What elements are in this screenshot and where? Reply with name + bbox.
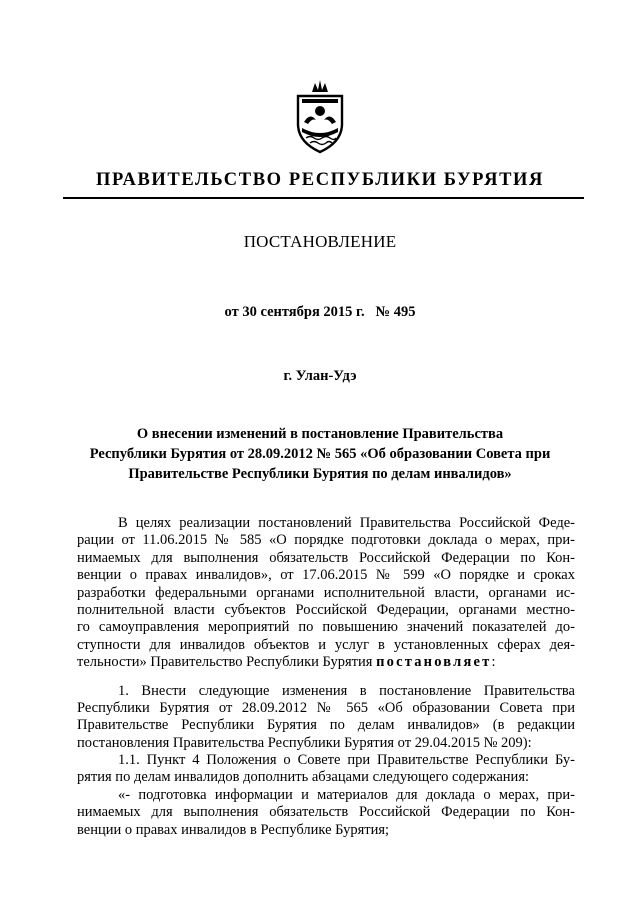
document-type: ПОСТАНОВЛЕНИЕ — [243, 232, 397, 251]
preamble-closing-text: тельности» Правительство Республики Бурятия — [77, 654, 377, 671]
subject-line: О внесении изменений в постановление Правительства — [136, 426, 504, 442]
body-line: рации от 11.06.2015 № 585 «О порядке подготовки доклада о мерах, при- — [77, 532, 575, 549]
body-line: го самоуправления мероприятий по повышению значений показателей до- — [77, 619, 575, 636]
preamble-paragraph — [77, 515, 575, 672]
document-subject — [0, 424, 640, 484]
body-line: ступности для инвалидов объектов и услуг в установленных сферах дея- — [77, 636, 575, 653]
body-line: В целях реализации постановлений Правительства Российской Феде- — [118, 515, 575, 531]
body-line: «- подготовка информации и материалов для доклада о мерах, при- — [118, 786, 575, 803]
body-line: 1.1. Пункт 4 Положения о Совете при Правительстве Республики Бу- — [118, 752, 575, 769]
quoted-addition-paragraph — [77, 787, 575, 839]
subject-line: Правительстве Республики Бурятия по делам инвалидов» — [128, 466, 512, 482]
body-line: Правительстве Республики Бурятия по делам инвалидов» (в редакции — [77, 717, 575, 734]
organization-title: ПРАВИТЕЛЬСТВО РЕСПУБЛИКИ БУРЯТИЯ — [96, 170, 544, 190]
body-line: 1. Внести следующие изменения в постановление Правительства — [118, 682, 575, 699]
body-line: нимаемых для выполнения обязательств Российской Федерации по Кон- — [77, 549, 575, 566]
body-line — [77, 654, 575, 671]
header-rule — [63, 197, 584, 199]
document-city: г. Улан-Удэ — [283, 368, 357, 384]
body-line: разработки федеральными органами исполнительной власти, органами ис- — [77, 584, 575, 601]
document-body — [77, 515, 575, 839]
item-1-paragraph — [77, 683, 575, 753]
body-line: венции о правах инвалидов», от 17.06.2015 № 599 «О порядке и сроках — [77, 567, 575, 584]
body-line: полнительной власти субъектов Российской Федерации, органами местно- — [77, 601, 575, 618]
body-line: венции о правах инвалидов в Республике Бурятия; — [77, 821, 390, 838]
document-date-number: от 30 сентября 2015 г. № 495 — [224, 304, 416, 320]
body-line: нимаемых для выполнения обязательств Российской Федерации по Кон- — [77, 804, 575, 821]
subject-line: Республики Бурятия от 28.09.2012 № 565 «Об образовании Совета при — [89, 446, 551, 462]
body-line: рятия по делам инвалидов дополнить абзацами следующего содержания: — [77, 769, 530, 786]
body-line: постановления Правительства Республики Бурятия от 29.04.2015 № 209): — [77, 734, 532, 751]
item-1-1-paragraph — [77, 752, 575, 787]
body-line: Республики Бурятия от 28.09.2012 № 565 «Об образовании Совета при — [77, 699, 575, 716]
coat-of-arms-emblem — [292, 78, 348, 156]
decree-word: постановляет — [376, 654, 492, 671]
decree-colon: : — [491, 654, 496, 671]
